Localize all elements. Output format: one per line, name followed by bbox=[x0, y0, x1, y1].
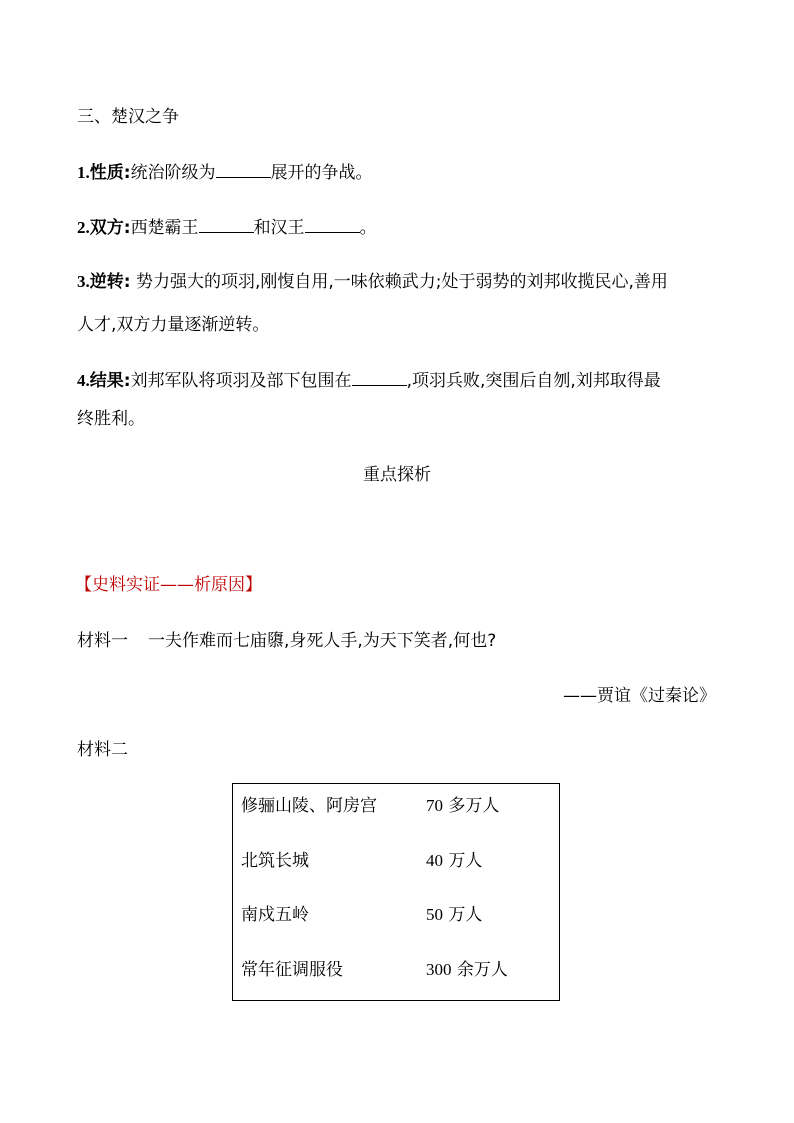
evidence-heading: 【史料实证——析原因】 bbox=[75, 575, 262, 595]
item-result bbox=[77, 369, 661, 392]
fill-blank bbox=[305, 216, 360, 233]
section-title: 三、楚汉之争 bbox=[77, 107, 179, 127]
fill-blank bbox=[199, 216, 254, 233]
item-label: 逆转 bbox=[89, 272, 124, 292]
key-heading: 重点探析 bbox=[363, 465, 431, 485]
material-two-label: 材料二 bbox=[77, 740, 128, 760]
material-one bbox=[77, 630, 496, 652]
table-row bbox=[241, 849, 551, 873]
item-label: 结果 bbox=[89, 371, 124, 391]
item-result-cont: 终胜利。 bbox=[77, 409, 145, 429]
project-cell: 常年征调服役 bbox=[241, 960, 343, 980]
item-number: 1. bbox=[77, 163, 90, 182]
item-text: 和汉王 bbox=[253, 218, 305, 238]
item-text: 西楚霸王 bbox=[130, 218, 199, 238]
item-text: 展开的争战。 bbox=[270, 163, 373, 183]
item-reversal bbox=[77, 271, 668, 293]
item-text: 刘邦军队将项羽及部下包围在 bbox=[130, 371, 352, 391]
item-label: 性质 bbox=[89, 163, 124, 183]
item-text: 势力强大的项羽,刚愎自用,一味依赖武力;处于弱势的刘邦收揽民心,善用 bbox=[130, 272, 668, 292]
item-text: ,项羽兵败,突围后自刎,刘邦取得最 bbox=[406, 371, 661, 391]
project-cell: 修骊山陵、阿房宫 bbox=[241, 796, 377, 816]
table-row bbox=[241, 903, 551, 927]
labor-table bbox=[232, 783, 560, 1001]
fill-blank bbox=[216, 161, 271, 178]
fill-blank bbox=[352, 369, 407, 386]
item-number: 2. bbox=[77, 218, 90, 237]
material-text: 一夫作难而七庙隳,身死人手,为天下笑者,何也? bbox=[148, 631, 497, 651]
item-text: 。 bbox=[359, 218, 377, 238]
item-number: 4. bbox=[77, 371, 90, 390]
count-cell: 70 多万人 bbox=[426, 796, 500, 816]
count-cell: 40 万人 bbox=[426, 851, 483, 871]
item-parties bbox=[77, 216, 377, 239]
item-colon: : bbox=[123, 272, 131, 292]
item-colon: : bbox=[123, 163, 131, 183]
project-cell: 北筑长城 bbox=[241, 851, 309, 871]
item-nature bbox=[77, 161, 373, 184]
material-label: 材料一 bbox=[77, 631, 128, 651]
count-cell: 300 余万人 bbox=[426, 960, 508, 980]
item-label: 双方 bbox=[89, 218, 124, 238]
item-colon: : bbox=[123, 218, 131, 238]
item-reversal-cont: 人才,双方力量逐渐逆转。 bbox=[77, 315, 270, 335]
item-text: 统治阶级为 bbox=[130, 163, 216, 183]
item-colon: : bbox=[123, 371, 131, 391]
count-cell: 50 万人 bbox=[426, 905, 483, 925]
table-row bbox=[241, 958, 551, 982]
material-source: ——贾谊《过秦论》 bbox=[563, 686, 716, 706]
item-number: 3. bbox=[77, 272, 90, 291]
project-cell: 南戍五岭 bbox=[241, 905, 309, 925]
table-row bbox=[241, 794, 551, 818]
